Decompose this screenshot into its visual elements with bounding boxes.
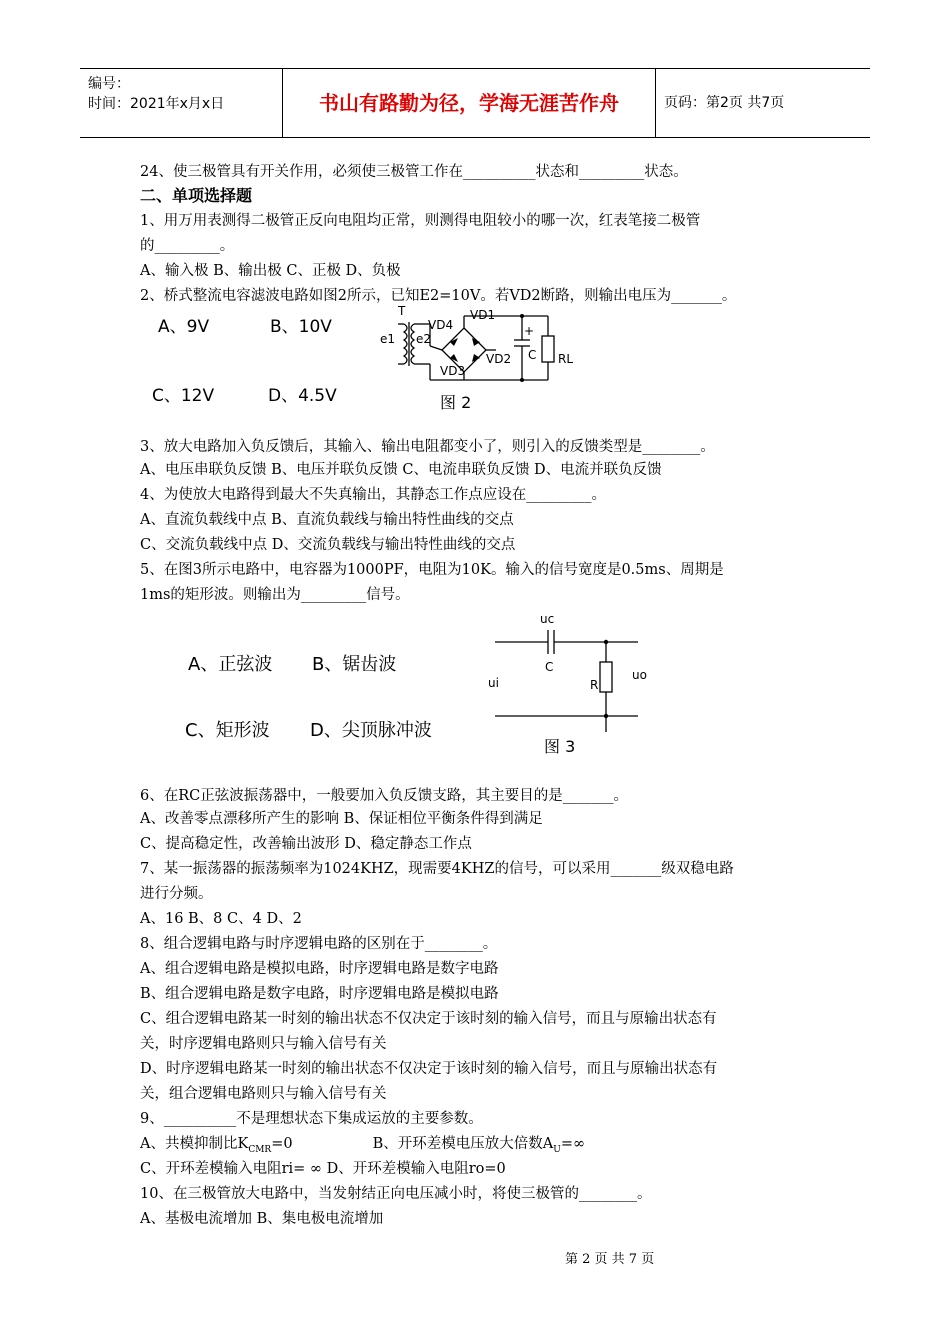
question-8-option-c-cont: 关，时序逻辑电路则只与输入信号有关: [140, 1036, 387, 1052]
fig2-option-d: D、4.5V: [268, 386, 337, 406]
label-e1: e1: [380, 332, 396, 346]
label-r: R: [590, 678, 599, 692]
fig3-option-d: D、尖顶脉冲波: [310, 720, 432, 741]
page-label: 页码：第2页 共7页: [664, 95, 785, 111]
question-4-option-cd: C、交流负载线中点 D、交流负载线与输出特性曲线的交点: [140, 537, 516, 553]
question-8: 8、组合逻辑电路与时序逻辑电路的区别在于________。: [140, 936, 498, 952]
question-9-option-ab: A、共模抑制比$K_{CMR}=0$ B、开环差模电压放大倍数$A_U=\infty$: [140, 1136, 586, 1155]
fig3-option-a: A、正弦波: [188, 654, 273, 675]
fig2-option-c: C、12V: [152, 386, 215, 406]
label-c: C: [528, 348, 537, 362]
question-10: 10、在三极管放大电路中，当发射结正向电压减小时，将使三极管的________。: [140, 1186, 652, 1202]
question-5-cont: 1ms的矩形波。则输出为_________信号。: [140, 587, 410, 603]
fig2-caption: 图 2: [440, 393, 472, 412]
label-vd4: VD4: [428, 318, 454, 332]
question-8-option-c: C、组合逻辑电路某一时刻的输出状态不仅决定于该时刻的输入信号，而且与原输出状态有: [140, 1011, 717, 1027]
label-vd2: VD2: [486, 352, 512, 366]
label-t: T: [398, 304, 406, 318]
load-resistor: [542, 336, 554, 362]
diode-vd4: [450, 338, 458, 346]
motto: 书山有路勤为径，学海无涯苦作舟: [283, 69, 656, 137]
question-6-option-cd: C、提高稳定性，改善输出波形 D、稳定静态工作点: [140, 836, 472, 852]
junction-dot: [604, 714, 608, 718]
label-c: C: [545, 660, 554, 674]
label-e2: e2: [416, 332, 432, 346]
label-vd3: VD3: [440, 364, 466, 378]
question-24: 24、使三极管具有开关作用，必须使三极管工作在__________状态和_________状态。: [140, 164, 688, 180]
fig3-option-c: C、矩形波: [185, 720, 270, 741]
question-8-option-d-cont: 关，组合逻辑电路则只与输入信号有关: [140, 1086, 387, 1102]
fig3-option-b: B、锯齿波: [312, 654, 397, 675]
fig2-option-a: A、9V: [158, 317, 210, 337]
question-8-option-d: D、时序逻辑电路某一时刻的输出状态不仅决定于该时刻的输入信号，而且与原输出状态有: [140, 1061, 718, 1077]
junction-dot: [604, 640, 608, 644]
question-9-option-cd: C、开环差模输入电阻ri= ∞ D、开环差模输入电阻ro=0: [140, 1161, 506, 1177]
question-1: 1、用万用表测得二极管正反向电阻均正常，则测得电阻较小的哪一次，红表笔接二极管: [140, 213, 701, 229]
resistor-r: [600, 662, 612, 692]
label-plus: +: [524, 324, 535, 338]
question-10-options: A、基极电流增加 B、集电极电流增加: [140, 1211, 384, 1227]
question-3: 3、放大电路加入负反馈后，其输入、输出电阻都变小了，则引入的反馈类型是________。: [140, 439, 715, 455]
junction-dot: [520, 314, 524, 318]
page-header: [80, 68, 870, 138]
question-4-option-ab: A、直流负载线中点 B、直流负载线与输出特性曲线的交点: [140, 512, 514, 528]
rc-differentiator-diagram: [490, 620, 650, 740]
header-info-cell: [80, 69, 283, 137]
question-1-cont: 的_________。: [140, 238, 235, 254]
question-3-options: A、电压串联负反馈 B、电压并联负反馈 C、电流串联负反馈 D、电流并联负反馈: [140, 462, 662, 478]
question-2: 2、桥式整流电容滤波电路如图2所示，已知E2=10V。若VD2断路，则输出电压为_______。: [140, 288, 737, 304]
question-8-option-a: A、组合逻辑电路是模拟电路，时序逻辑电路是数字电路: [140, 961, 499, 977]
label-vd1: VD1: [470, 308, 496, 322]
label-uc: uc: [540, 612, 555, 626]
junction-dot: [520, 378, 524, 382]
label-ui: ui: [488, 676, 499, 690]
question-8-option-b: B、组合逻辑电路是数字电路，时序逻辑电路是模拟电路: [140, 986, 499, 1002]
serial-label: 编号：: [88, 76, 130, 92]
question-7-options: A、16 B、8 C、4 D、2: [140, 911, 302, 927]
question-7-cont: 进行分频。: [140, 886, 213, 902]
question-6-option-ab: A、改善零点漂移所产生的影响 B、保证相位平衡条件得到满足: [140, 811, 543, 827]
primary-coil: [404, 324, 407, 364]
secondary-coil: [411, 324, 414, 364]
question-1-options: A、输入极 B、输出极 C、正极 D、负极: [140, 263, 401, 279]
date-label: 时间：2021年x月x日: [88, 96, 225, 112]
question-7: 7、某一振荡器的振荡频率为1024KHZ，现需要4KHZ的信号，可以采用_______级双稳电路: [140, 861, 734, 877]
section-heading: 二、单项选择题: [140, 186, 253, 205]
page-footer: 第 2 页 共 7 页: [565, 1252, 655, 1267]
question-9: 9、__________不是理想状态下集成运放的主要参数。: [140, 1111, 483, 1127]
label-uo: uo: [632, 668, 647, 682]
fig2-option-b: B、10V: [270, 317, 332, 337]
label-rl: RL: [558, 352, 574, 366]
question-5: 5、在图3所示电路中，电容器为1000PF，电阻为10K。输入的信号宽度是0.5ms、周期是: [140, 562, 724, 578]
question-6: 6、在RC正弦波振荡器中，一般要加入负反馈支路，其主要目的是_______。: [140, 788, 628, 804]
fig3-caption: 图 3: [544, 737, 576, 756]
question-4: 4、为使放大电路得到最大不失真输出，其静态工作点应设在_________。: [140, 487, 606, 503]
diode-vd3: [450, 354, 458, 362]
